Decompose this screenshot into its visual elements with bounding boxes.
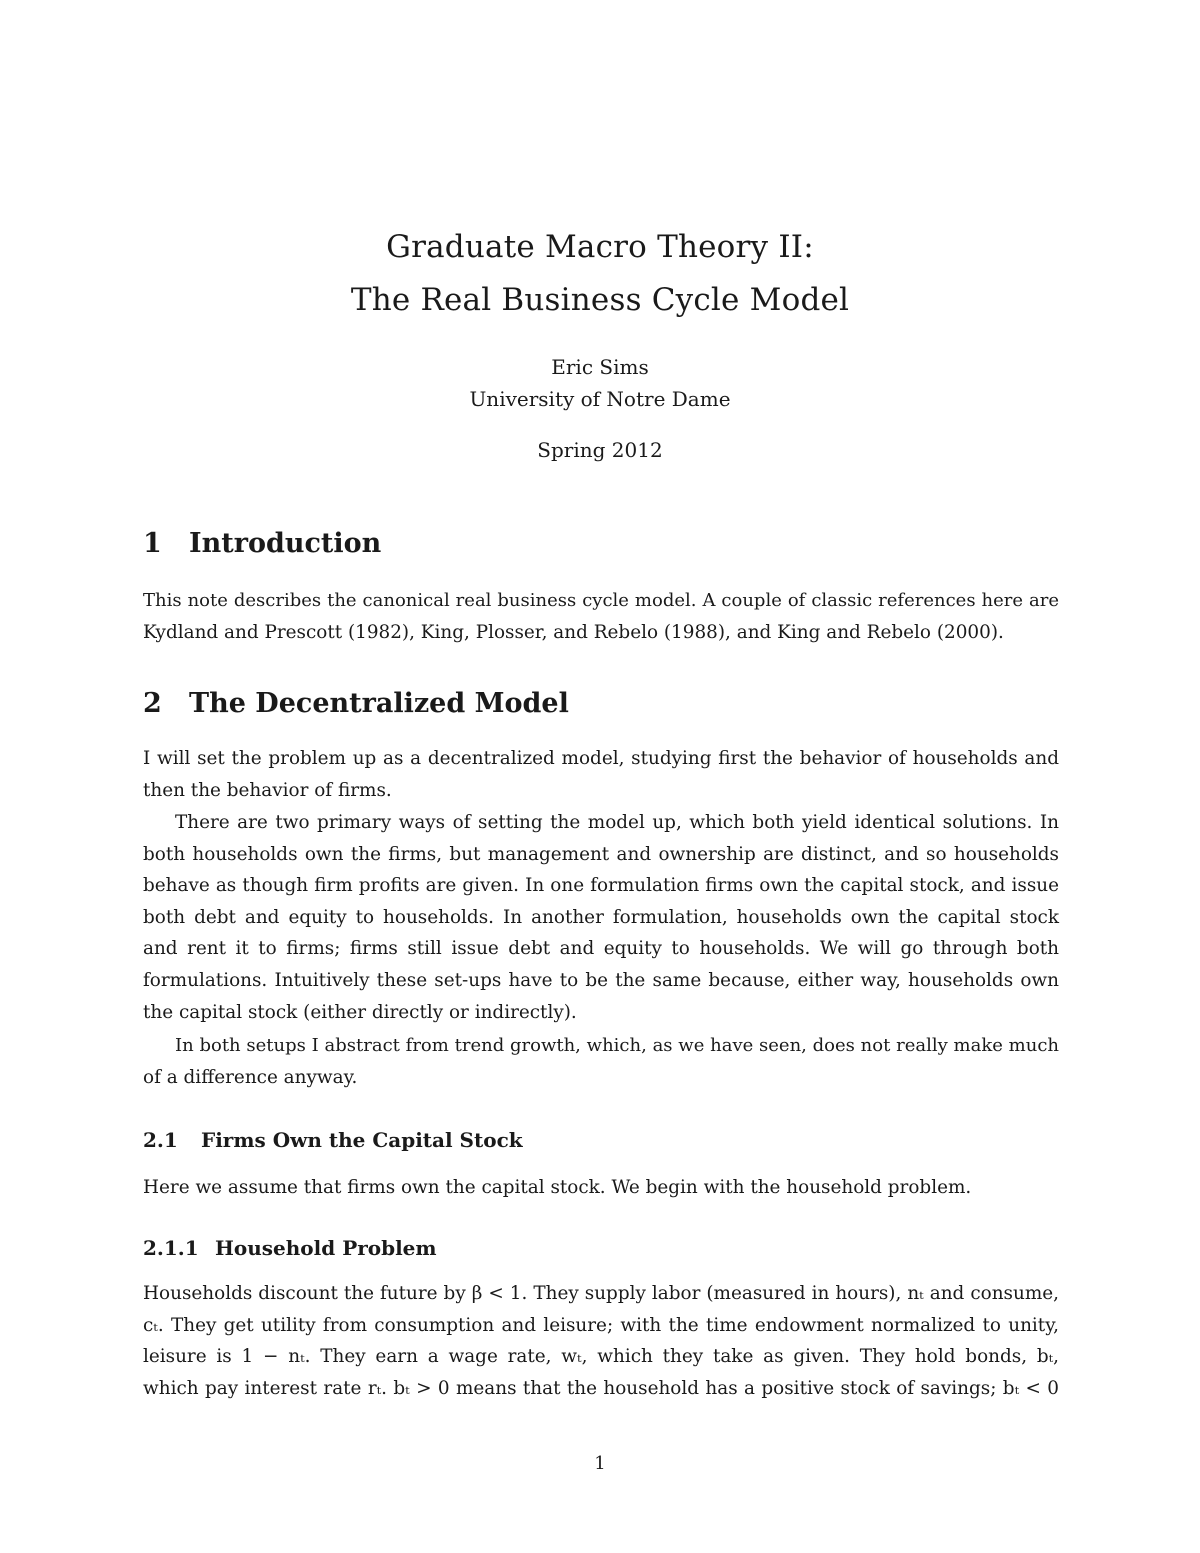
page-number: 1 xyxy=(594,1453,606,1474)
text-line: leisure is 1 − nₜ. They earn a wage rate, wₜ, which they take as given. They hold bonds, bₜ, xyxy=(143,1346,1059,1368)
subsubsection-number: 2.1.1 xyxy=(143,1236,199,1260)
decentralized-paragraph-1 xyxy=(143,743,1059,806)
text-line: In both setups I abstract from trend growth, which, as we have seen, does not really make much xyxy=(175,1035,1059,1056)
section-title: The Decentralized Model xyxy=(189,688,569,719)
text-line: formulations. Intuitively these set-ups have to be the same because, either way, households own xyxy=(143,969,1059,991)
text-line: This note describes the canonical real business cycle model. A couple of classic references here are xyxy=(143,590,1059,611)
text-line: and rent it to firms; firms still issue debt and equity to households. We will go through both xyxy=(143,938,1059,960)
subsection-paragraph xyxy=(143,1172,1059,1204)
affiliation: University of Notre Dame xyxy=(469,387,731,411)
section-title: Introduction xyxy=(189,528,382,559)
decentralized-paragraph-3 xyxy=(143,1030,1059,1093)
household-problem-paragraph xyxy=(143,1278,1059,1404)
author: Eric Sims xyxy=(551,355,649,379)
text-line: then the behavior of firms. xyxy=(143,779,392,801)
subsection-number: 2.1 xyxy=(143,1128,178,1152)
date: Spring 2012 xyxy=(537,438,663,462)
intro-paragraph xyxy=(143,585,1059,648)
text-line: There are two primary ways of setting the model up, which both yield identical solutions. In xyxy=(175,812,1059,833)
text-line: both households own the firms, but management and ownership are distinct, and so households xyxy=(143,843,1059,865)
subsubsection-title: Household Problem xyxy=(215,1236,437,1260)
text-line: behave as though firm profits are given. In one formulation firms own the capital stock, and issue xyxy=(143,875,1059,897)
section-number: 2 xyxy=(143,688,162,719)
section-number: 1 xyxy=(143,528,162,559)
text-line: which pay interest rate rₜ. bₜ > 0 means that the household has a positive stock of savings; bₜ < 0 xyxy=(143,1377,1059,1399)
text-line: I will set the problem up as a decentralized model, studying first the behavior of households and xyxy=(143,748,1059,769)
text-line: Kydland and Prescott (1982), King, Plosser, and Rebelo (1988), and King and Rebelo (2000). xyxy=(143,621,1004,643)
subsection-title: Firms Own the Capital Stock xyxy=(201,1128,523,1152)
section-heading-introduction xyxy=(143,528,381,560)
decentralized-paragraph-2 xyxy=(143,807,1059,1028)
text-line: cₜ. They get utility from consumption and leisure; with the time endowment normalized to unity, xyxy=(143,1314,1059,1336)
text-line: the capital stock (either directly or indirectly). xyxy=(143,1001,577,1023)
subsection-heading-firms-own-capital xyxy=(143,1127,523,1153)
section-heading-decentralized-model xyxy=(143,688,569,720)
text-line: both debt and equity to households. In another formulation, households own the capital stock xyxy=(143,906,1059,928)
subsubsection-heading-household-problem xyxy=(143,1235,437,1261)
text-line: Households discount the future by β < 1. They supply labor (measured in hours), nₜ and consume, xyxy=(143,1283,1059,1304)
text-line: of a difference anyway. xyxy=(143,1066,358,1088)
title-line-1: Graduate Macro Theory II: xyxy=(386,229,814,265)
title-line-2: The Real Business Cycle Model xyxy=(350,282,850,318)
text-line: Here we assume that firms own the capital stock. We begin with the household problem. xyxy=(143,1177,972,1198)
